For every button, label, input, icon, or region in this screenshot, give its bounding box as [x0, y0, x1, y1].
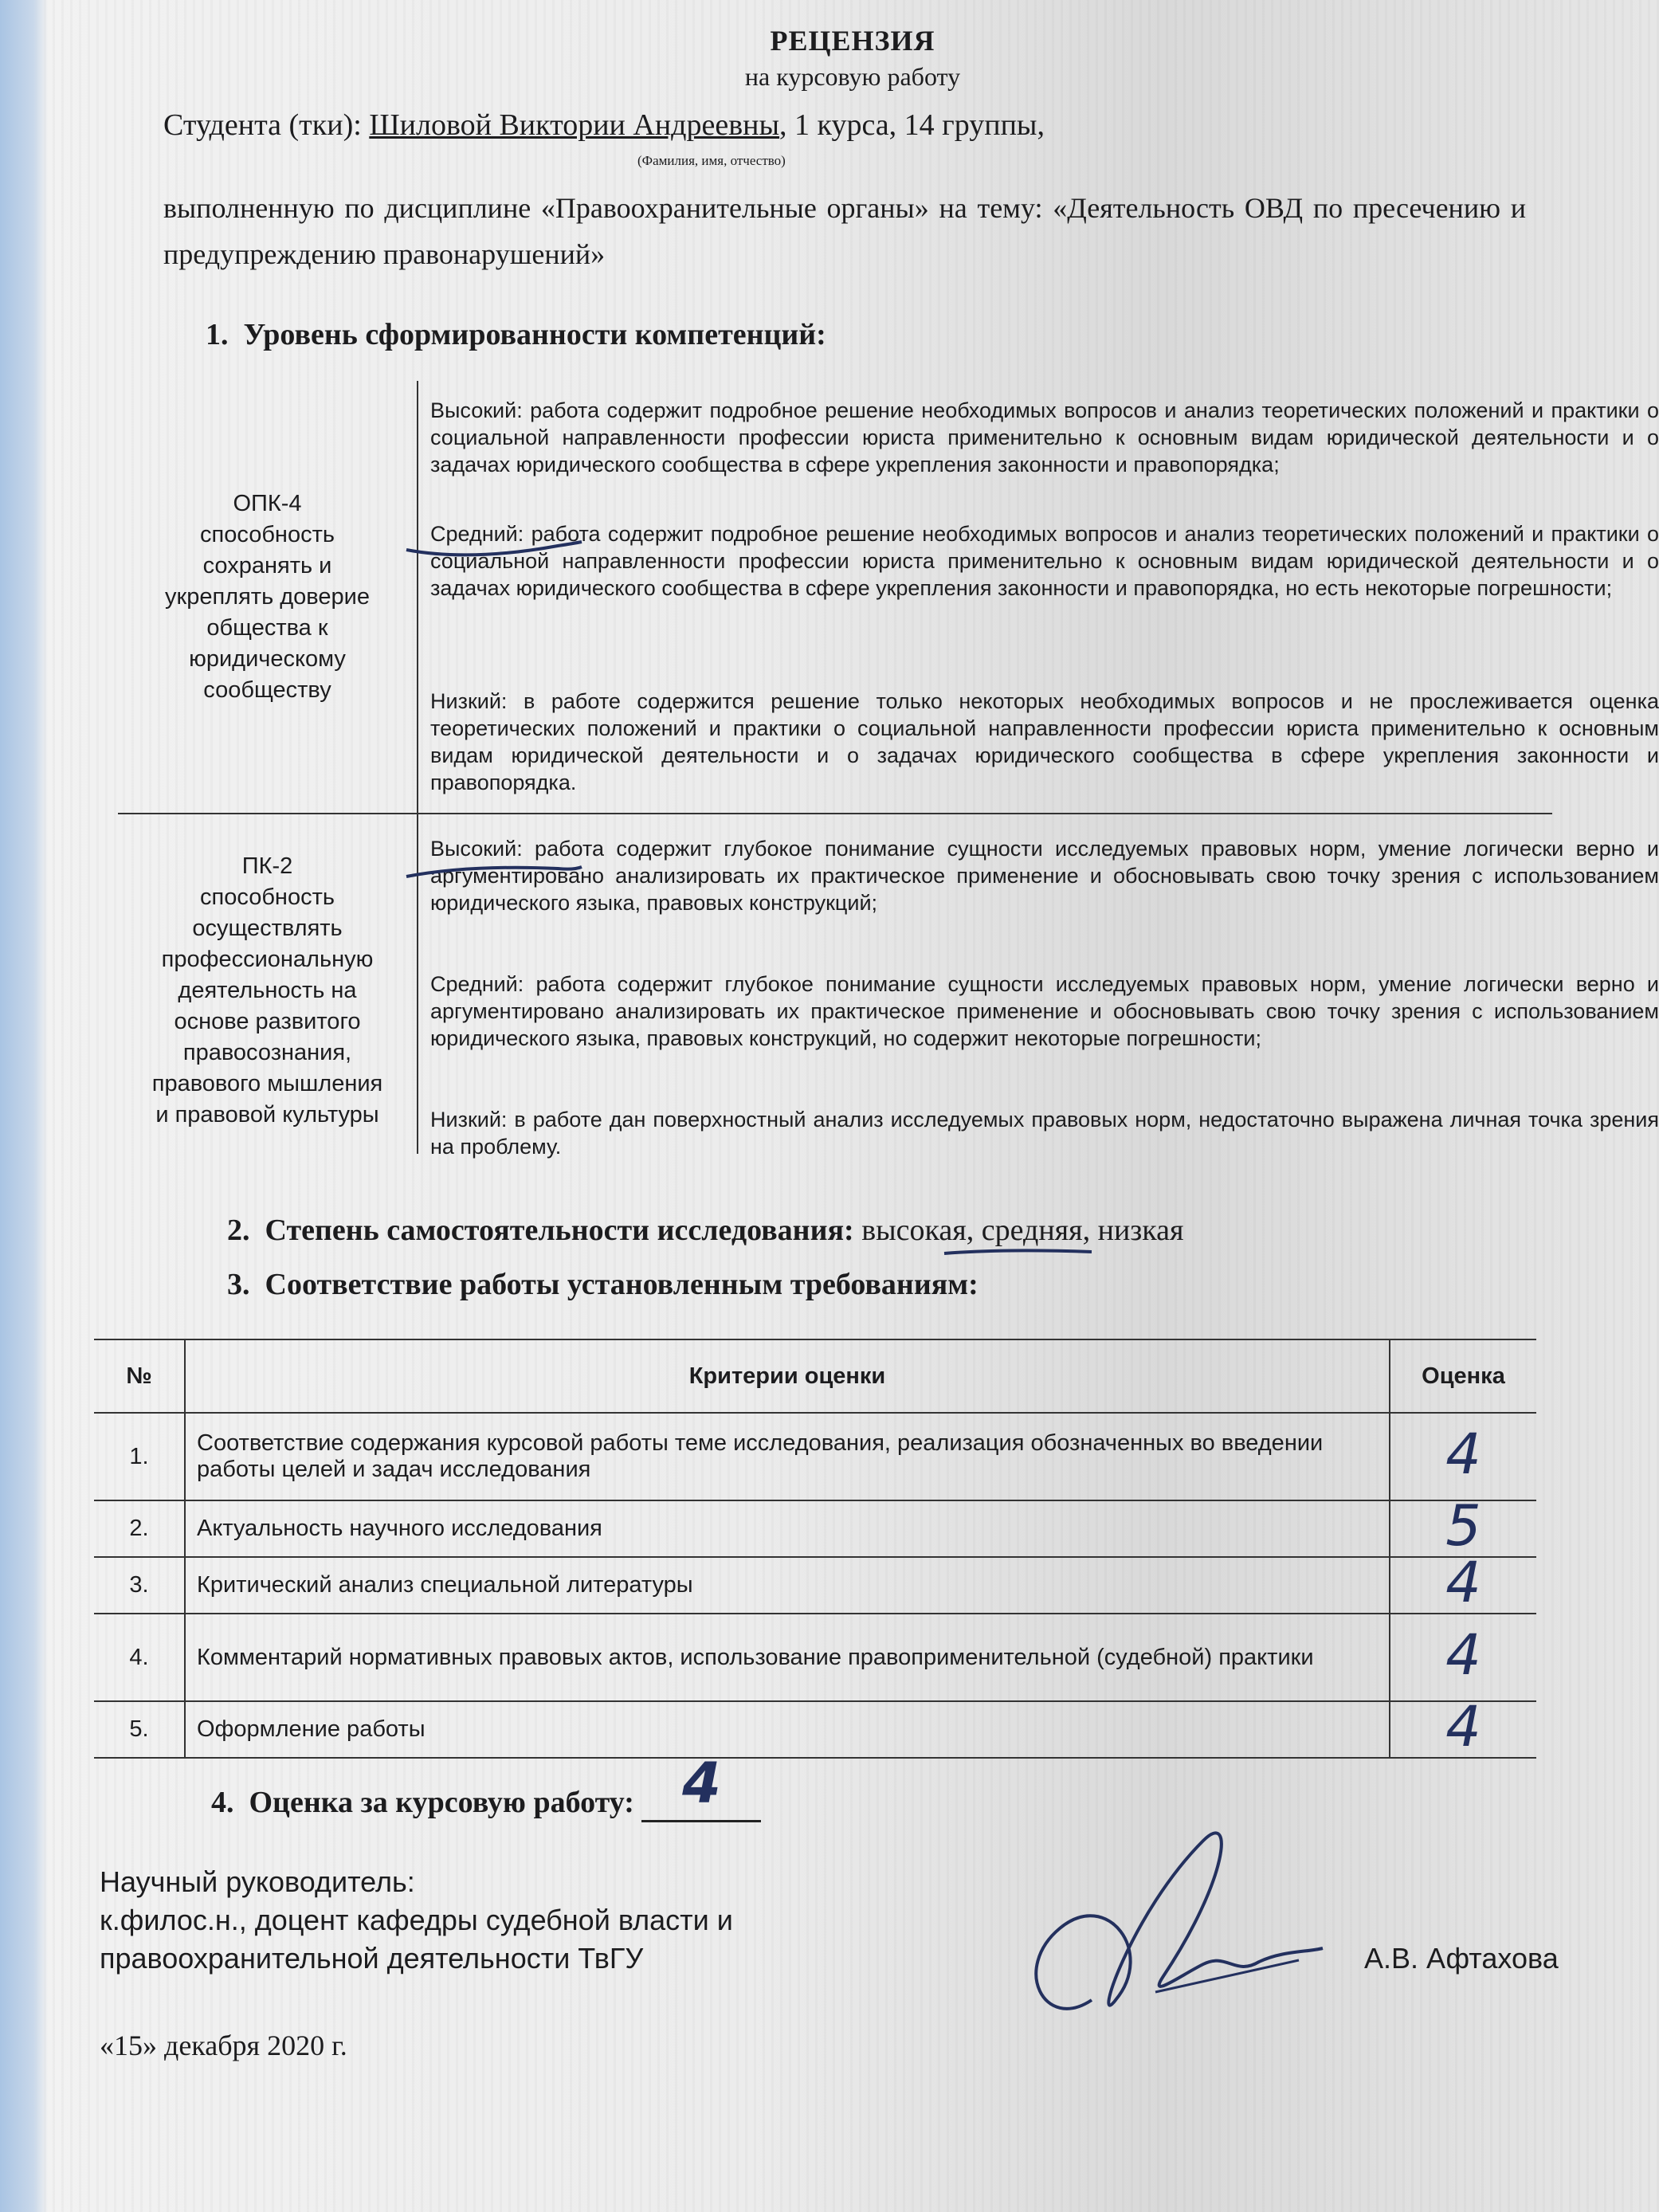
column-header-grade: Оценка: [1390, 1339, 1536, 1413]
page-title: РЕЦЕНЗИЯ: [770, 25, 935, 57]
level-text: в работе содержится решение только некоторых необходимых вопросов и не прослеживается оценка теоретических положений и практики о социальной направленности профессии юриста применительно к основным видам юридической деятельности и о задачах юридического сообщества в сфере укрепления законности и правопорядка.: [430, 689, 1659, 794]
competency-level-medium: [430, 520, 1659, 602]
table-row: [94, 1701, 1536, 1758]
row-criteria: Оформление работы: [185, 1701, 1390, 1758]
row-grade: [1390, 1493, 1536, 1559]
supervisor-block: [100, 1863, 733, 1978]
row-num: 4.: [94, 1614, 185, 1701]
final-grade-field: [641, 1751, 761, 1822]
section3-heading: 3. Соответствие работы установленным требованиям:: [227, 1268, 979, 1301]
name-note: (Фамилия, имя, отчество): [637, 153, 786, 168]
competency-level-low: [430, 688, 1659, 796]
section1-heading: 1. Уровень сформированности компетенций:: [206, 318, 826, 351]
student-name: Шиловой Виктории Андреевны: [369, 108, 780, 142]
competency-label-pk2: ПК-2 способность осуществлять профессиональную деятельность на основе развитого правосознания, правового мышления и правовой культуры: [151, 853, 383, 1128]
level-name: Средний:: [430, 522, 524, 546]
row-criteria: Комментарий нормативных правовых актов, использование правоприменительной (судебной) практики: [185, 1614, 1390, 1701]
student-line: [163, 108, 1045, 143]
row-num: 1.: [94, 1413, 185, 1500]
competency-table: [118, 381, 1659, 1174]
signature: [996, 1793, 1331, 2056]
competency-level-low: [430, 1106, 1659, 1160]
row-grade: [1390, 1413, 1536, 1500]
table-row: [94, 1557, 1536, 1614]
level-name: Низкий:: [430, 1108, 508, 1131]
review-date: «15» декабря 2020 г.: [100, 2030, 347, 2061]
section2-heading-text: 2. Степень самостоятельности исследования:: [227, 1214, 854, 1247]
competency-level-medium: [430, 971, 1659, 1052]
table-row: [94, 1413, 1536, 1500]
handwritten-grade: 4: [1445, 1421, 1481, 1487]
row-criteria: Критический анализ специальной литературы: [185, 1557, 1390, 1614]
level-text: работа содержит подробное решение необходимых вопросов и анализ теоретических положений и практики о социальной направленности профессии юриста применительно к основным видам юридической деятельности и о задачах юридического сообщества в сфере укрепления законности и правопорядка;: [430, 398, 1659, 477]
competency-label-opk4: ОПК-4 способность сохранять и укреплять доверие общества к юридическому сообществу: [165, 491, 370, 703]
level-text: в работе дан поверхностный анализ исследуемых правовых норм, недостаточно выражена личная точка зрения на проблему.: [430, 1108, 1659, 1159]
criteria-table: [94, 1339, 1536, 1759]
column-header-criteria: Критерии оценки: [185, 1339, 1390, 1413]
row-grade: [1390, 1694, 1536, 1759]
row-criteria: Соответствие содержания курсовой работы теме исследования, реализация обозначенных во введении работы целей и задач исследования: [185, 1413, 1390, 1500]
competency-level-high: [430, 835, 1659, 916]
row-grade: [1390, 1550, 1536, 1615]
level-text: работа содержит подробное решение необходимых вопросов и анализ теоретических положений и практики о социальной направленности профессии юриста применительно к основным видам юридической деятельности и о задачах юридического сообщества в сфере укрепления законности и правопорядка, но есть некоторые погрешности;: [430, 522, 1659, 600]
handwritten-grade: 4: [1445, 1550, 1481, 1615]
level-text: работа содержит глубокое понимание сущности исследуемых правовых норм, умение логически верно и аргументировано анализировать их практическое применение и обосновывать свою точку зрения с использованием юридического языка, правовых конструкций, но содержит некоторые погрешности;: [430, 972, 1659, 1050]
table-divider: [118, 813, 1552, 814]
section4-heading: 4. Оценка за курсовую работу:: [211, 1786, 634, 1819]
row-grade: [1390, 1614, 1536, 1701]
row-num: 5.: [94, 1701, 185, 1758]
supervisor-name: А.В. Афтахова: [1364, 1942, 1559, 1975]
table-row: [94, 1500, 1536, 1557]
section2-options: высокая, средняя, низкая: [853, 1214, 1184, 1247]
blue-background-strip: [0, 0, 48, 2212]
level-name: Высокий:: [430, 398, 523, 422]
supervisor-position: к.филос.н., доцент кафедры судебной власти и: [100, 1904, 733, 1936]
row-num: 3.: [94, 1557, 185, 1614]
supervisor-department: правоохранительной деятельности ТвГУ: [100, 1942, 644, 1975]
discipline-text: выполненную по дисциплине «Правоохранительные органы» на тему: «Деятельность ОВД по пресечению и предупреждению правонарушений»: [163, 192, 1526, 270]
row-num: 2.: [94, 1500, 185, 1557]
column-header-num: №: [94, 1339, 185, 1413]
handwritten-underline-mark: [398, 526, 590, 574]
handwritten-grade: 4: [1445, 1694, 1481, 1759]
row-criteria: Актуальность научного исследования: [185, 1500, 1390, 1557]
table-row: [94, 1614, 1536, 1701]
level-name: Низкий:: [430, 689, 508, 713]
level-name: Высокий:: [430, 837, 523, 861]
page-subtitle: на курсовую работу: [744, 62, 961, 91]
handwritten-grade: 5: [1445, 1493, 1481, 1559]
table-divider: [417, 381, 418, 815]
student-suffix: , 1 курса, 14 группы,: [779, 108, 1045, 142]
student-prefix: Студента (тки):: [163, 108, 362, 142]
handwritten-grade: 4: [1445, 1622, 1481, 1688]
final-grade-line: [211, 1751, 761, 1822]
level-text: работа содержит глубокое понимание сущности исследуемых правовых норм, умение логически верно и аргументировано анализировать их практическое применение и обосновывать свою точку зрения с использованием юридического языка, правовых конструкций;: [430, 837, 1659, 915]
table-header-row: [94, 1339, 1536, 1413]
level-name: Средний:: [430, 972, 524, 996]
supervisor-title: Научный руководитель:: [100, 1865, 415, 1898]
handwritten-final-grade: 4: [682, 1751, 721, 1816]
handwritten-underline-mark: [398, 845, 590, 892]
handwritten-underline-mark: [940, 1239, 1100, 1263]
competency-level-high: [430, 397, 1659, 478]
